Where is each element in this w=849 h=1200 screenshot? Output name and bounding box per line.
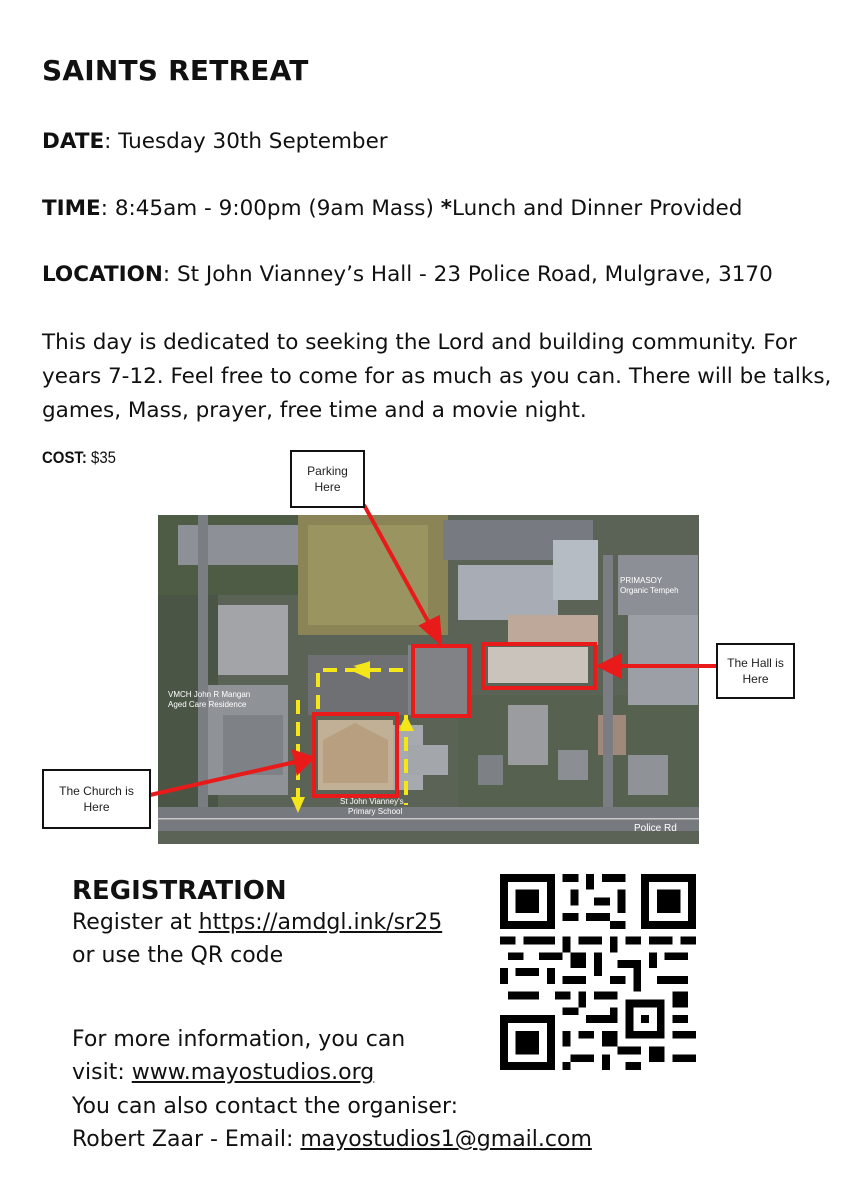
hall-callout (716, 643, 795, 699)
registration-heading: REGISTRATION (72, 876, 287, 906)
website-link[interactable]: www.mayostudios.org (131, 1060, 375, 1085)
aged-care-label-1: VMCH John R Mangan (168, 690, 251, 699)
location-value: : St John Vianney’s Hall - 23 Police Road, Mulgrave, 3170 (162, 262, 773, 287)
school-label-1: St John Vianney's (340, 797, 404, 806)
aged-care-label-2: Aged Care Residence (168, 700, 247, 709)
location-label: LOCATION (42, 262, 163, 287)
email-link[interactable]: mayostudios1@gmail.com (300, 1127, 592, 1152)
time-label: TIME (42, 196, 101, 221)
time-note-mark: * (440, 196, 452, 221)
date-label: DATE (42, 129, 105, 154)
church-callout-line1: The Church is (59, 784, 134, 798)
description: This day is dedicated to seeking the Lord and building community. For years 7-12. Feel free to come for as much as you can. There will be talks, games, Mass, prayer, free time and a movie night. (42, 330, 832, 423)
church-callout (42, 769, 151, 829)
qr-code[interactable] (500, 874, 696, 1070)
parking-callout (290, 450, 365, 508)
register-line (72, 910, 442, 935)
parking-callout-line1: Parking (307, 464, 348, 478)
email-line (72, 1127, 592, 1152)
temple-label-1: PRIMASOY (620, 576, 663, 585)
time-value: : 8:45am - 9:00pm (9am Mass) (100, 196, 441, 221)
registration-link[interactable]: https://amdgl.ink/sr25 (198, 910, 443, 935)
time-note: Lunch and Dinner Provided (451, 196, 743, 221)
hall-callout-line1: The Hall is (727, 656, 784, 670)
info-line: For more information, you can (72, 1027, 406, 1052)
website-line (72, 1060, 374, 1085)
register-prefix: Register at (72, 910, 199, 935)
road-label: Police Rd (634, 823, 677, 834)
page-title: SAINTS RETREAT (42, 54, 309, 87)
temple-label-2: Organic Tempeh (620, 586, 679, 595)
parking-callout-line2: Here (314, 480, 341, 494)
cost-label: COST: (42, 448, 87, 467)
email-prefix: Robert Zaar - Email: (72, 1127, 301, 1152)
date-value: : Tuesday 30th September (104, 129, 388, 154)
qr-line: or use the QR code (72, 943, 284, 968)
hall-callout-line2: Here (742, 672, 769, 686)
school-label-2: Primary School (348, 807, 403, 816)
contact-line: You can also contact the organiser: (72, 1094, 459, 1119)
cost-value: $35 (86, 448, 117, 467)
website-prefix: visit: (72, 1060, 132, 1085)
church-callout-line2: Here (83, 800, 110, 814)
